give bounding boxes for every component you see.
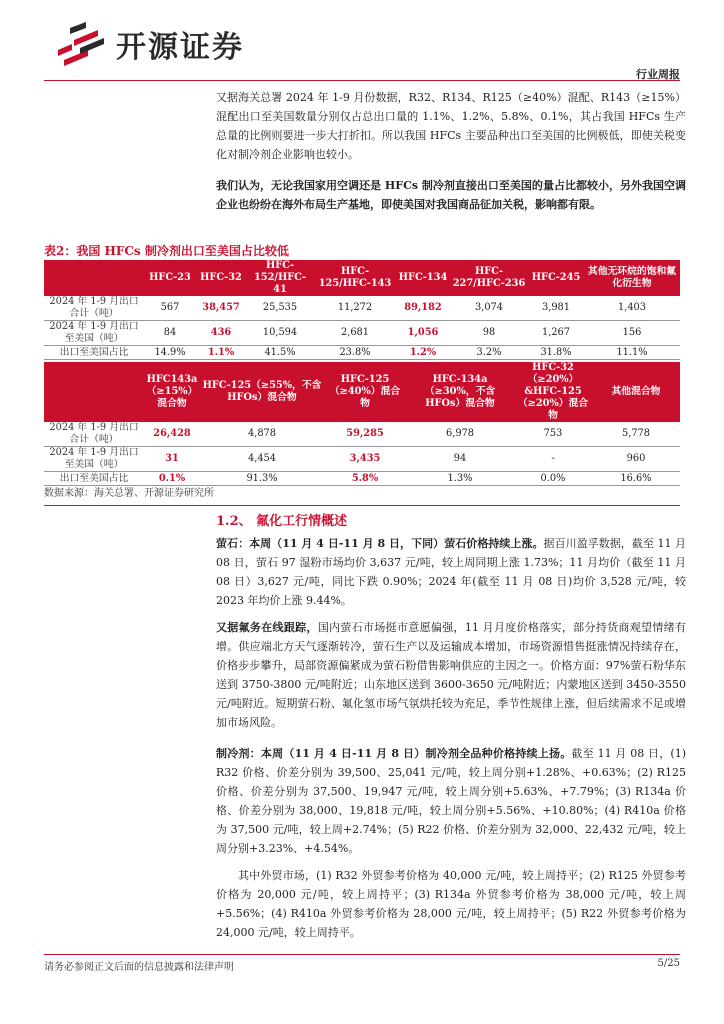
table-cell: 26,428 [144,422,200,447]
column-header: HFC-125（≥40%）混合物 [324,362,406,422]
table-row [44,321,680,346]
table-cell: 960 [592,447,680,472]
table-cell: 94 [406,447,514,472]
table-cell: 10,594 [246,321,314,346]
row-label: 出口至美国占比 [44,472,144,486]
table-cell: - [514,447,592,472]
fluorine-online-body: 国内萤石市场挺市意愿偏强，11 月月度价格落实，部分持货商观望情绪有增。供应端北方天气逐渐转冷，萤石生产以及运输成本增加，市场资源惜售挺涨情况持续存在，价格步步攀升，局部资源偏紧成为萤石粉借售影响供应的主因之一。价格方面：97%萤石粉华东送到 3750-3800 元/吨附近；山东地区送到 3600-3650 元/吨附近；内蒙地区送到 3450-3550 元/吨附近。短期萤石粉、氟化氢市场气氛烘托较为充足，季节性规律上涨，但后续需求不足或增加市场风险。 [216,621,686,729]
section-divider [44,505,680,506]
column-header [44,260,144,296]
row-label: 2024 年 1-9 月出口至美国（吨） [44,321,144,346]
table-cell: 89,182 [396,296,450,321]
table-cell: 41.5% [246,346,314,360]
column-header: HFC-23 [144,260,196,296]
table-cell: 3,981 [528,296,584,321]
table-cell: 11,272 [314,296,396,321]
table-cell: 436 [196,321,246,346]
column-header: HFC-134 [396,260,450,296]
table-row [44,447,680,472]
column-header: 其他混合物 [592,362,680,422]
row-label: 2024 年 1-9 月出口合计（吨） [44,296,144,321]
row-label: 2024 年 1-9 月出口合计（吨） [44,422,144,447]
table-cell: 6,978 [406,422,514,447]
column-header: HFC-125/HFC-143 [314,260,396,296]
table-header-row [44,260,680,296]
fluorite-lead: 萤石：本周（11 月 4 日-11 月 8 日，下同）萤石价格持续上涨。 [216,537,544,550]
page-number: 5/25 [657,958,680,969]
brand-name: 开源证券 [116,30,244,65]
brand-logo [52,18,282,68]
table-cell: 25,535 [246,296,314,321]
fluorite-paragraph [216,534,686,610]
foreign-trade-paragraph: 其中外贸市场，(1) R32 外贸参考价格为 40,000 元/吨，较上周持平；(2) R125 外贸参考价格为 20,000 元/吨，较上周持平；(3) R134a 外贸参考价格为 38,000 元/吨，较上周+5.56%；(4) R410a 外贸参考价格为 28,000 元/吨，较上周持平；(5) R22 外贸参考价格为 24,000 元/吨，较上周持平。 [216,869,686,939]
table-cell: 91.3% [200,472,324,486]
table-header-row [44,362,680,422]
table-row [44,346,680,360]
table-cell: 1.2% [396,346,450,360]
table-cell: 31 [144,447,200,472]
table-cell: 1,403 [584,296,680,321]
column-header: HFC-245 [528,260,584,296]
table-cell: 31.8% [528,346,584,360]
table-cell: 5.8% [324,472,406,486]
logo-mark-icon [52,20,108,66]
table-cell: 84 [144,321,196,346]
table-cell: 1.1% [196,346,246,360]
column-header: HFC-32 [196,260,246,296]
header-divider [44,80,680,81]
table-cell: 3,435 [324,447,406,472]
table-cell: 1.3% [406,472,514,486]
export-table-part2 [44,362,680,486]
table-cell: 14.9% [144,346,196,360]
table-cell: 59,285 [324,422,406,447]
column-header [44,362,144,422]
fluorite-body: 据百川盈孚数据，截至 11 月 08 日，萤石 97 湿粉市场均价 3,637 元/吨，较上周同期上涨 1.73%；11 月均价（截至 11 月 08 日）3,627 元/吨，同比下跌 0.90%；2024 年(截至 11 月 08 日)均价 3,528 元/吨，较 2023 年均价上涨 9.44%。 [216,537,686,607]
table-row [44,422,680,447]
table-source-note: 数据来源：海关总署、开源证券研究所 [44,488,214,499]
column-header: HFC-125（≥55%，不含 HFOs）混合物 [200,362,324,422]
column-header: 其他无环烷的饱和氟化衍生物 [584,260,680,296]
row-label: 2024 年 1-9 月出口至美国（吨） [44,447,144,472]
refrigerant-paragraph [216,744,686,858]
fluorine-online-lead: 又据氟务在线跟踪， [216,621,318,634]
table-cell: 0.1% [144,472,200,486]
table-cell: 5,778 [592,422,680,447]
footer-disclaimer: 请务必参阅正文后面的信息披露和法律声明 [44,962,234,973]
section-title: 1.2、 氟化工行情概述 [216,514,348,529]
table-cell: 23.8% [314,346,396,360]
export-table-part1 [44,260,680,360]
table-cell: 156 [584,321,680,346]
table-cell: 1,267 [528,321,584,346]
table-row [44,296,680,321]
table-cell: 4,878 [200,422,324,447]
refrigerant-lead: 制冷剂：本周（11 月 4 日-11 月 8 日）制冷剂全品种价格持续上扬。 [216,747,572,760]
refrigerant-body: 截至 11 月 08 日，(1) R32 价格、价差分别为 39,500、25,041 元/吨，较上周分别+1.28%、+0.63%；(2) R125 价格、价差分别为 37,500、19,947 元/吨，较上周分别+5.63%、+7.79%；(3) R134a 价格、价差分别为 38,000、19,818 元/吨，较上周分别+5.56%、+10.80%；(4) R410a 价格为 37,500 元/吨，较上周+2.74%；(5) R22 价格、价差分别为 32,000、22,432 元/吨，较上周分别+3.23%、+4.54%。 [216,747,687,855]
table-cell: 2,681 [314,321,396,346]
column-header: HFC143a（≥15%）混合物 [144,362,200,422]
table-cell: 753 [514,422,592,447]
table-cell: 1,056 [396,321,450,346]
column-header: HFC-134a（≥30%，不含 HFOs）混合物 [406,362,514,422]
column-header: HFC-152/HFC-41 [246,260,314,296]
table-cell: 0.0% [514,472,592,486]
table-cell: 98 [450,321,528,346]
table-cell: 16.6% [592,472,680,486]
table-cell: 3.2% [450,346,528,360]
intro-paragraph: 又据海关总署 2024 年 1-9 月份数据，R32、R134、R125（≥40%）混配、R143（≥15%）混配出口至美国数量分别仅占总出口量的 1.1%、1.2%、5.8%、0.1%，其占我国 HFCs 生产总量的比例则要进一步大打折扣。所以我国 HFCs 主要品种出口至美国的比例极低，即使关税变化对制冷剂企业影响也较小。 [216,91,686,161]
table-title: 表2：我国 HFCs 制冷剂出口至美国占比较低 [44,244,289,258]
column-header: HFC-227/HFC-236 [450,260,528,296]
fluorine-online-paragraph [216,618,686,732]
table-cell: 4,454 [200,447,324,472]
row-label: 出口至美国占比 [44,346,144,360]
table-cell: 11.1% [584,346,680,360]
conclusion-paragraph: 我们认为，无论我国家用空调还是 HFCs 制冷剂直接出口至美国的量占比都较小，另外我国空调企业也纷纷在海外布局生产基地，即使美国对我国商品征加关税，影响都有限。 [216,179,686,211]
table-cell: 38,457 [196,296,246,321]
footer-divider [44,954,680,955]
column-header: HFC-32（≥20%）&HFC-125（≥20%）混合物 [514,362,592,422]
table-cell: 3,074 [450,296,528,321]
report-type-tag: 行业周报 [636,68,680,81]
table-cell: 567 [144,296,196,321]
